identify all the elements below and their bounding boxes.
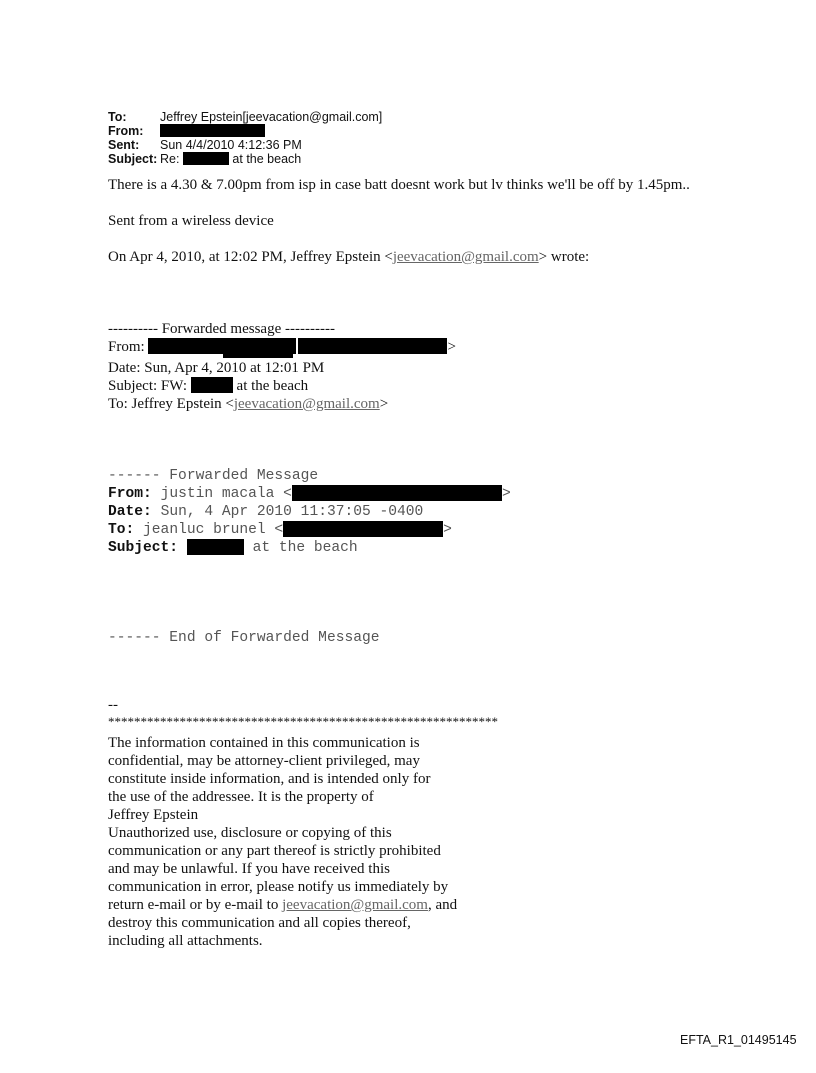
sig-dashes: --	[108, 697, 118, 713]
forward2-end: ------ End of Forwarded Message	[108, 630, 380, 646]
email-link[interactable]: jeevacation@gmail.com	[392, 249, 539, 265]
to-suffix: >	[379, 396, 389, 412]
forward2-from	[108, 485, 511, 503]
from-label: From:	[108, 124, 144, 138]
tail: >	[443, 522, 452, 538]
from-tail: >	[447, 339, 456, 355]
disclaimer-line: The information contained in this communication is	[108, 735, 420, 751]
redaction	[223, 353, 293, 358]
subject-prefix: Re:	[160, 152, 180, 166]
quote-line	[108, 248, 589, 266]
date-value: Sun, 4 Apr 2010 11:37:05 -0400	[160, 504, 424, 520]
forward2-subject	[108, 539, 358, 557]
to-value: jeanluc brunel <	[143, 522, 284, 538]
disclaimer-line: confidential, may be attorney-client privileged, may	[108, 753, 420, 769]
redaction	[148, 338, 296, 354]
to-prefix: To: Jeffrey Epstein <	[108, 396, 234, 412]
quote-prefix: On Apr 4, 2010, at 12:02 PM, Jeffrey Epstein <	[108, 249, 393, 265]
redaction	[187, 539, 244, 555]
redaction	[292, 485, 502, 501]
disclaimer-line: destroy this communication and all copies thereof,	[108, 915, 411, 931]
sent-value: Sun 4/4/2010 4:12:36 PM	[160, 138, 302, 152]
disclaimer	[108, 734, 457, 950]
document-id: EFTA_R1_01495145	[680, 1033, 797, 1047]
forward2-separator: ------ Forwarded Message	[108, 468, 319, 484]
disclaimer-line	[108, 896, 457, 914]
date-label: Date:	[108, 504, 152, 520]
disclaimer-line: Unauthorized use, disclosure or copying of this	[108, 825, 392, 841]
subject-suffix: at the beach	[252, 540, 358, 556]
quote-suffix: > wrote:	[538, 249, 590, 265]
disclaimer-line: and may be unlawful. If you have received this	[108, 861, 390, 877]
redaction	[191, 377, 233, 393]
disclaimer-line: communication or any part thereof is strictly prohibited	[108, 843, 441, 859]
redaction	[298, 338, 447, 354]
forward-date: Date: Sun, Apr 4, 2010 at 12:01 PM	[108, 360, 325, 376]
redaction	[283, 521, 443, 537]
from-label: From:	[108, 339, 145, 355]
tail: >	[501, 486, 511, 502]
email-link[interactable]: jeevacation@gmail.com	[282, 897, 428, 913]
email-link[interactable]: jeevacation@gmail.com	[233, 396, 380, 412]
forward-separator: ---------- Forwarded message ----------	[108, 321, 335, 337]
signature: Sent from a wireless device	[108, 213, 274, 229]
return-prefix: return e-mail or by e-mail to	[108, 897, 283, 913]
from-label: From:	[108, 486, 152, 502]
to-label: To:	[108, 522, 135, 538]
forward2-date	[108, 503, 423, 521]
disclaimer-line: the use of the addressee. It is the property of	[108, 789, 374, 805]
stars-divider: ************************************************************	[108, 714, 498, 729]
subject-suffix: at the beach	[232, 152, 302, 166]
to-value: Jeffrey Epstein[jeevacation@gmail.com]	[160, 110, 383, 124]
forward2-to	[108, 521, 452, 539]
subject-label: Subject:	[108, 540, 179, 556]
redaction	[183, 152, 229, 165]
subject-value	[160, 152, 301, 166]
message-body: There is a 4.30 & 7.00pm from isp in case batt doesnt work but lv thinks we'll be off by 1.45pm..	[108, 177, 690, 193]
subject-suffix: at the beach	[236, 378, 309, 394]
disclaimer-line: communication in error, please notify us immediately by	[108, 879, 449, 895]
to-label: To:	[108, 110, 127, 124]
disclaimer-line: Jeffrey Epstein	[108, 807, 199, 823]
subject-label: Subject:	[108, 152, 158, 166]
forward-to	[108, 395, 388, 413]
forward-subject	[108, 377, 308, 395]
disclaimer-line: constitute inside information, and is intended only for	[108, 771, 431, 787]
subject-prefix: Subject: FW:	[108, 378, 188, 394]
disclaimer-line: including all attachments.	[108, 933, 263, 949]
sent-label: Sent:	[108, 138, 140, 152]
from-value: justin macala <	[160, 486, 292, 502]
return-suffix: , and	[427, 897, 458, 913]
from-redaction	[160, 124, 265, 138]
